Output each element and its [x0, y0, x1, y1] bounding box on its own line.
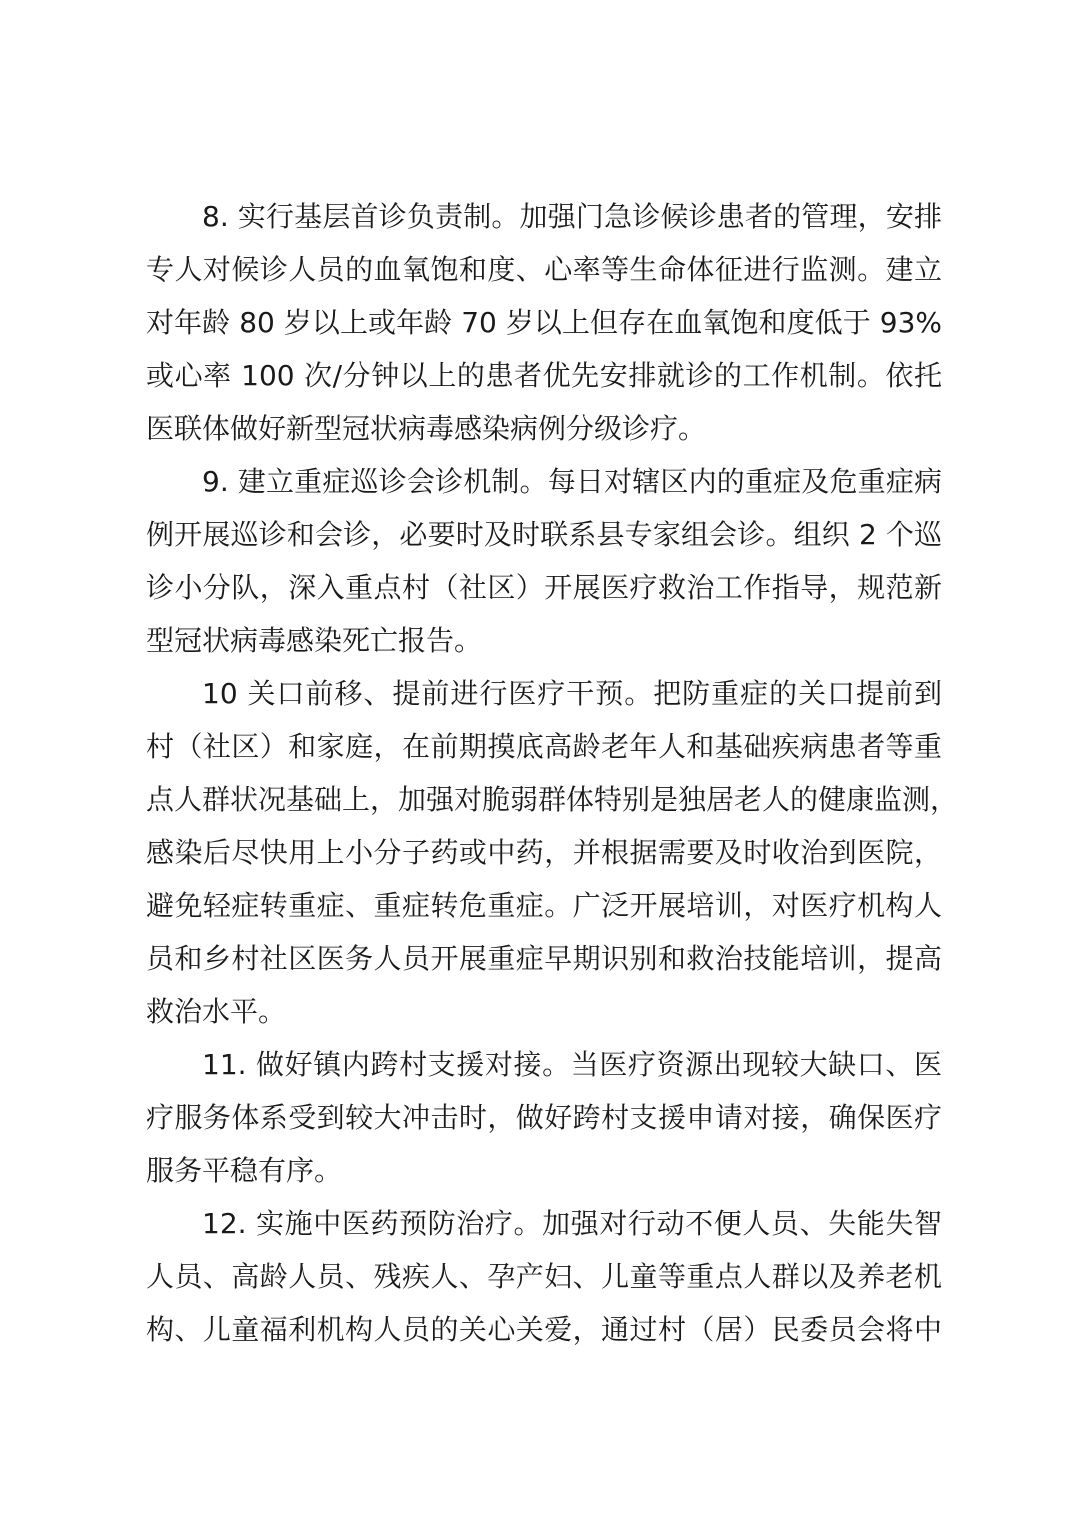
paragraph-12 — [146, 1197, 942, 1356]
paragraph-8 — [146, 190, 942, 455]
text-line: 对年龄 80 岁以上或年龄 70 岁以上但存在血氧饱和度低于 93% — [146, 306, 942, 339]
text-line: 构、儿童福利机构人员的关心关爱，通过村（居）民委员会将中 — [146, 1313, 942, 1346]
paragraph-11 — [146, 1038, 942, 1197]
text-line: 10 关口前移、提前进行医疗干预。把防重症的关口提前到 — [202, 677, 942, 710]
text-line: 8. 实行基层首诊负责制。加强门急诊候诊患者的管理，安排 — [202, 200, 942, 233]
text-line: 员和乡村社区医务人员开展重症早期识别和救治技能培训，提高 — [146, 942, 942, 975]
text-line: 医联体做好新型冠状病毒感染病例分级诊疗。 — [146, 412, 707, 445]
text-line: 9. 建立重症巡诊会诊机制。每日对辖区内的重症及危重症病 — [202, 465, 942, 498]
text-line: 例开展巡诊和会诊，必要时及时联系县专家组会诊。组织 2 个巡 — [146, 518, 942, 551]
text-line: 服务平稳有序。 — [146, 1154, 343, 1187]
text-line: 救治水平。 — [146, 995, 287, 1028]
text-line: 避免轻症转重症、重症转危重症。广泛开展培训，对医疗机构人 — [146, 889, 942, 922]
text-line: 专人对候诊人员的血氧饱和度、心率等生命体征进行监测。建立 — [146, 253, 942, 286]
text-line: 或心率 100 次/分钟以上的患者优先安排就诊的工作机制。依托 — [146, 359, 942, 392]
text-line: 感染后尽快用上小分子药或中药，并根据需要及时收治到医院， — [146, 836, 942, 869]
paragraph-10 — [146, 667, 959, 1038]
text-line: 村（社区）和家庭，在前期摸底高龄老年人和基础疾病患者等重 — [146, 730, 942, 763]
text-line: 点人群状况基础上，加强对脆弱群体特别是独居老人的健康监测， — [146, 783, 959, 816]
text-line: 11. 做好镇内跨村支援对接。当医疗资源出现较大缺口、医 — [202, 1048, 942, 1081]
text-line: 型冠状病毒感染死亡报告。 — [146, 624, 483, 657]
text-line: 疗服务体系受到较大冲击时，做好跨村支援申请对接，确保医疗 — [146, 1101, 942, 1134]
text-line: 诊小分队，深入重点村（社区）开展医疗救治工作指导，规范新 — [146, 571, 942, 604]
paragraph-9 — [146, 455, 942, 667]
text-line: 人员、高龄人员、残疾人、孕产妇、儿童等重点人群以及养老机 — [146, 1260, 942, 1293]
document-body — [146, 190, 959, 1356]
text-line: 12. 实施中医药预防治疗。加强对行动不便人员、失能失智 — [202, 1207, 942, 1240]
